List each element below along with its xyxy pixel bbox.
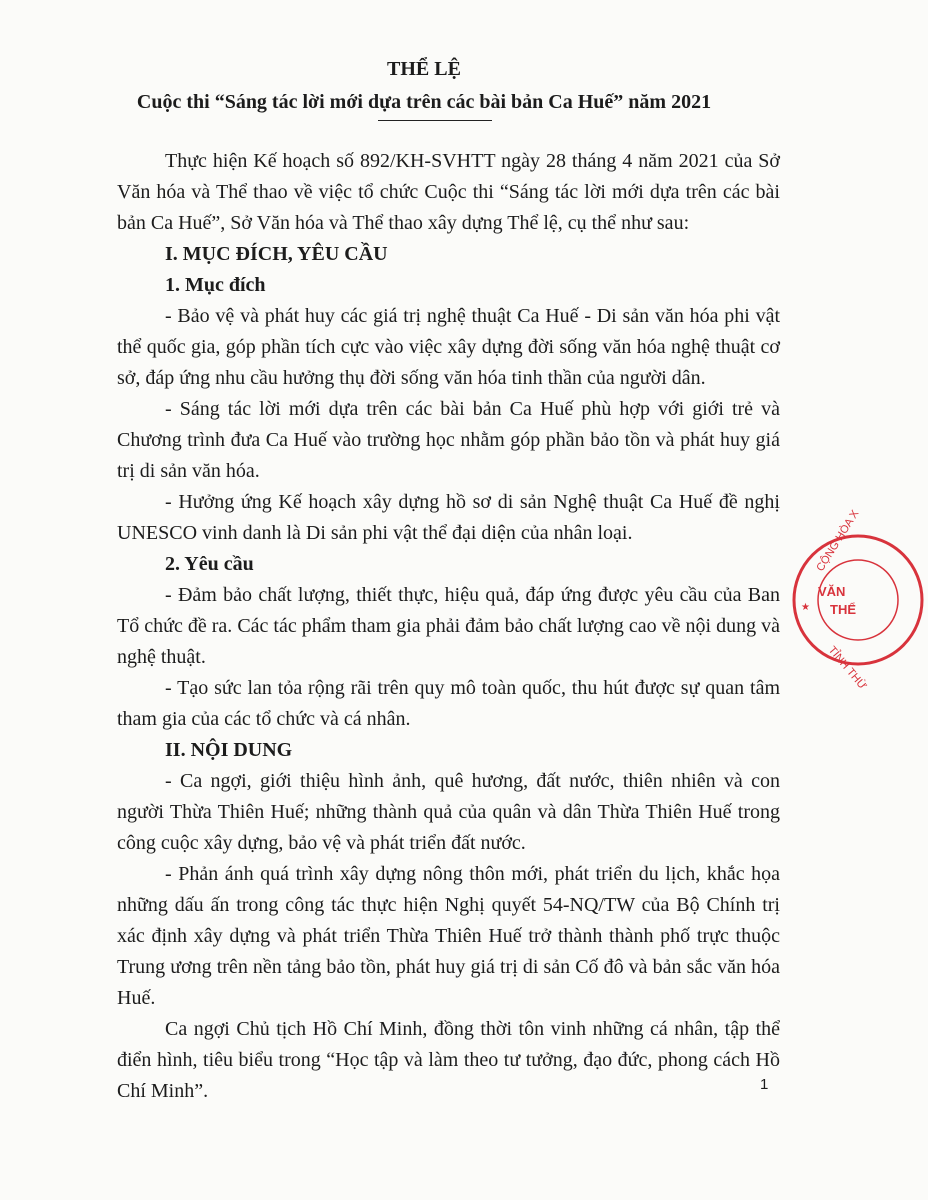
document-body — [117, 146, 780, 1107]
seal-text-middle: VĂN — [818, 584, 846, 599]
paragraph: - Bảo vệ và phát huy các giá trị nghệ thuật Ca Huế - Di sản văn hóa phi vật thể quốc gia, góp phần tích cực vào việc xây dựng đời sống văn hóa nghệ thuật cơ sở, đáp ứng nhu cầu hưởng thụ đời sống văn hóa tinh thần của người dân. — [117, 305, 780, 389]
section-2-heading: II. NỘI DUNG — [165, 739, 293, 761]
paragraph: Ca ngợi Chủ tịch Hồ Chí Minh, đồng thời tôn vinh những cá nhân, tập thể điển hình, tiêu biểu trong “Học tập và làm theo tư tưởng, đạo đức, phong cách Hồ Chí Minh”. — [117, 1018, 780, 1102]
official-seal-stamp — [788, 508, 928, 693]
intro-paragraph: Thực hiện Kế hoạch số 892/KH-SVHTT ngày 28 tháng 4 năm 2021 của Sở Văn hóa và Thể thao về việc tổ chức Cuộc thi “Sáng tác lời mới dựa trên các bài bản Ca Huế”, Sở Văn hóa và Thể thao xây dựng Thể lệ, cụ thể như sau: — [117, 150, 780, 234]
section-1-2-heading: 2. Yêu cầu — [165, 553, 254, 575]
section-1-1-heading: 1. Mục đích — [165, 274, 266, 296]
paragraph: - Đảm bảo chất lượng, thiết thực, hiệu quả, đáp ứng được yêu cầu của Ban Tổ chức đề ra. Các tác phẩm tham gia phải đảm bảo chất lượng cao về nội dung và nghệ thuật. — [117, 584, 780, 668]
seal-text-bottom: TỈNH THỪ — [825, 644, 869, 693]
section-1-heading: I. MỤC ĐÍCH, YÊU CẦU — [165, 243, 388, 265]
seal-star-icon: ★ — [801, 602, 810, 613]
title-underline — [378, 120, 492, 121]
paragraph: - Hưởng ứng Kế hoạch xây dựng hồ sơ di sản Nghệ thuật Ca Huế đề nghị UNESCO vinh danh là Di sản phi vật thể đại diện của nhân loại. — [117, 491, 780, 544]
seal-text-lower: THỂ — [830, 602, 856, 617]
paragraph: - Phản ánh quá trình xây dựng nông thôn mới, phát triển du lịch, khắc họa những dấu ấn trong công tác thực hiện Nghị quyết 54-NQ/TW của Bộ Chính trị xác định xây dựng và phát triển Thừa Thiên Huế trở thành thành phố trực thuộc Trung ương trên nền tảng bảo tồn, phát huy giá trị di sản Cố đô và bản sắc văn hóa Huế. — [117, 863, 780, 1009]
paragraph: - Tạo sức lan tỏa rộng rãi trên quy mô toàn quốc, thu hút được sự quan tâm tham gia của các tổ chức và cá nhân. — [117, 677, 780, 730]
seal-text-top: CỘNG HÒA X — [814, 508, 862, 574]
paragraph: - Ca ngợi, giới thiệu hình ảnh, quê hương, đất nước, thiên nhiên và con người Thừa Thiên Huế; những thành quả của quân và dân Thừa Thiên Huế trong công cuộc xây dựng, bảo vệ và phát triển đất nước. — [117, 770, 780, 854]
page-number: 1 — [760, 1076, 769, 1093]
paragraph: - Sáng tác lời mới dựa trên các bài bản Ca Huế phù hợp với giới trẻ và Chương trình đưa Ca Huế vào trường học nhằm góp phần bảo tồn và phát huy giá trị di sản văn hóa. — [117, 398, 780, 482]
document-subtitle: Cuộc thi “Sáng tác lời mới dựa trên các bài bản Ca Huế” năm 2021 — [136, 91, 712, 113]
document-title: THỂ LỆ — [387, 58, 461, 80]
